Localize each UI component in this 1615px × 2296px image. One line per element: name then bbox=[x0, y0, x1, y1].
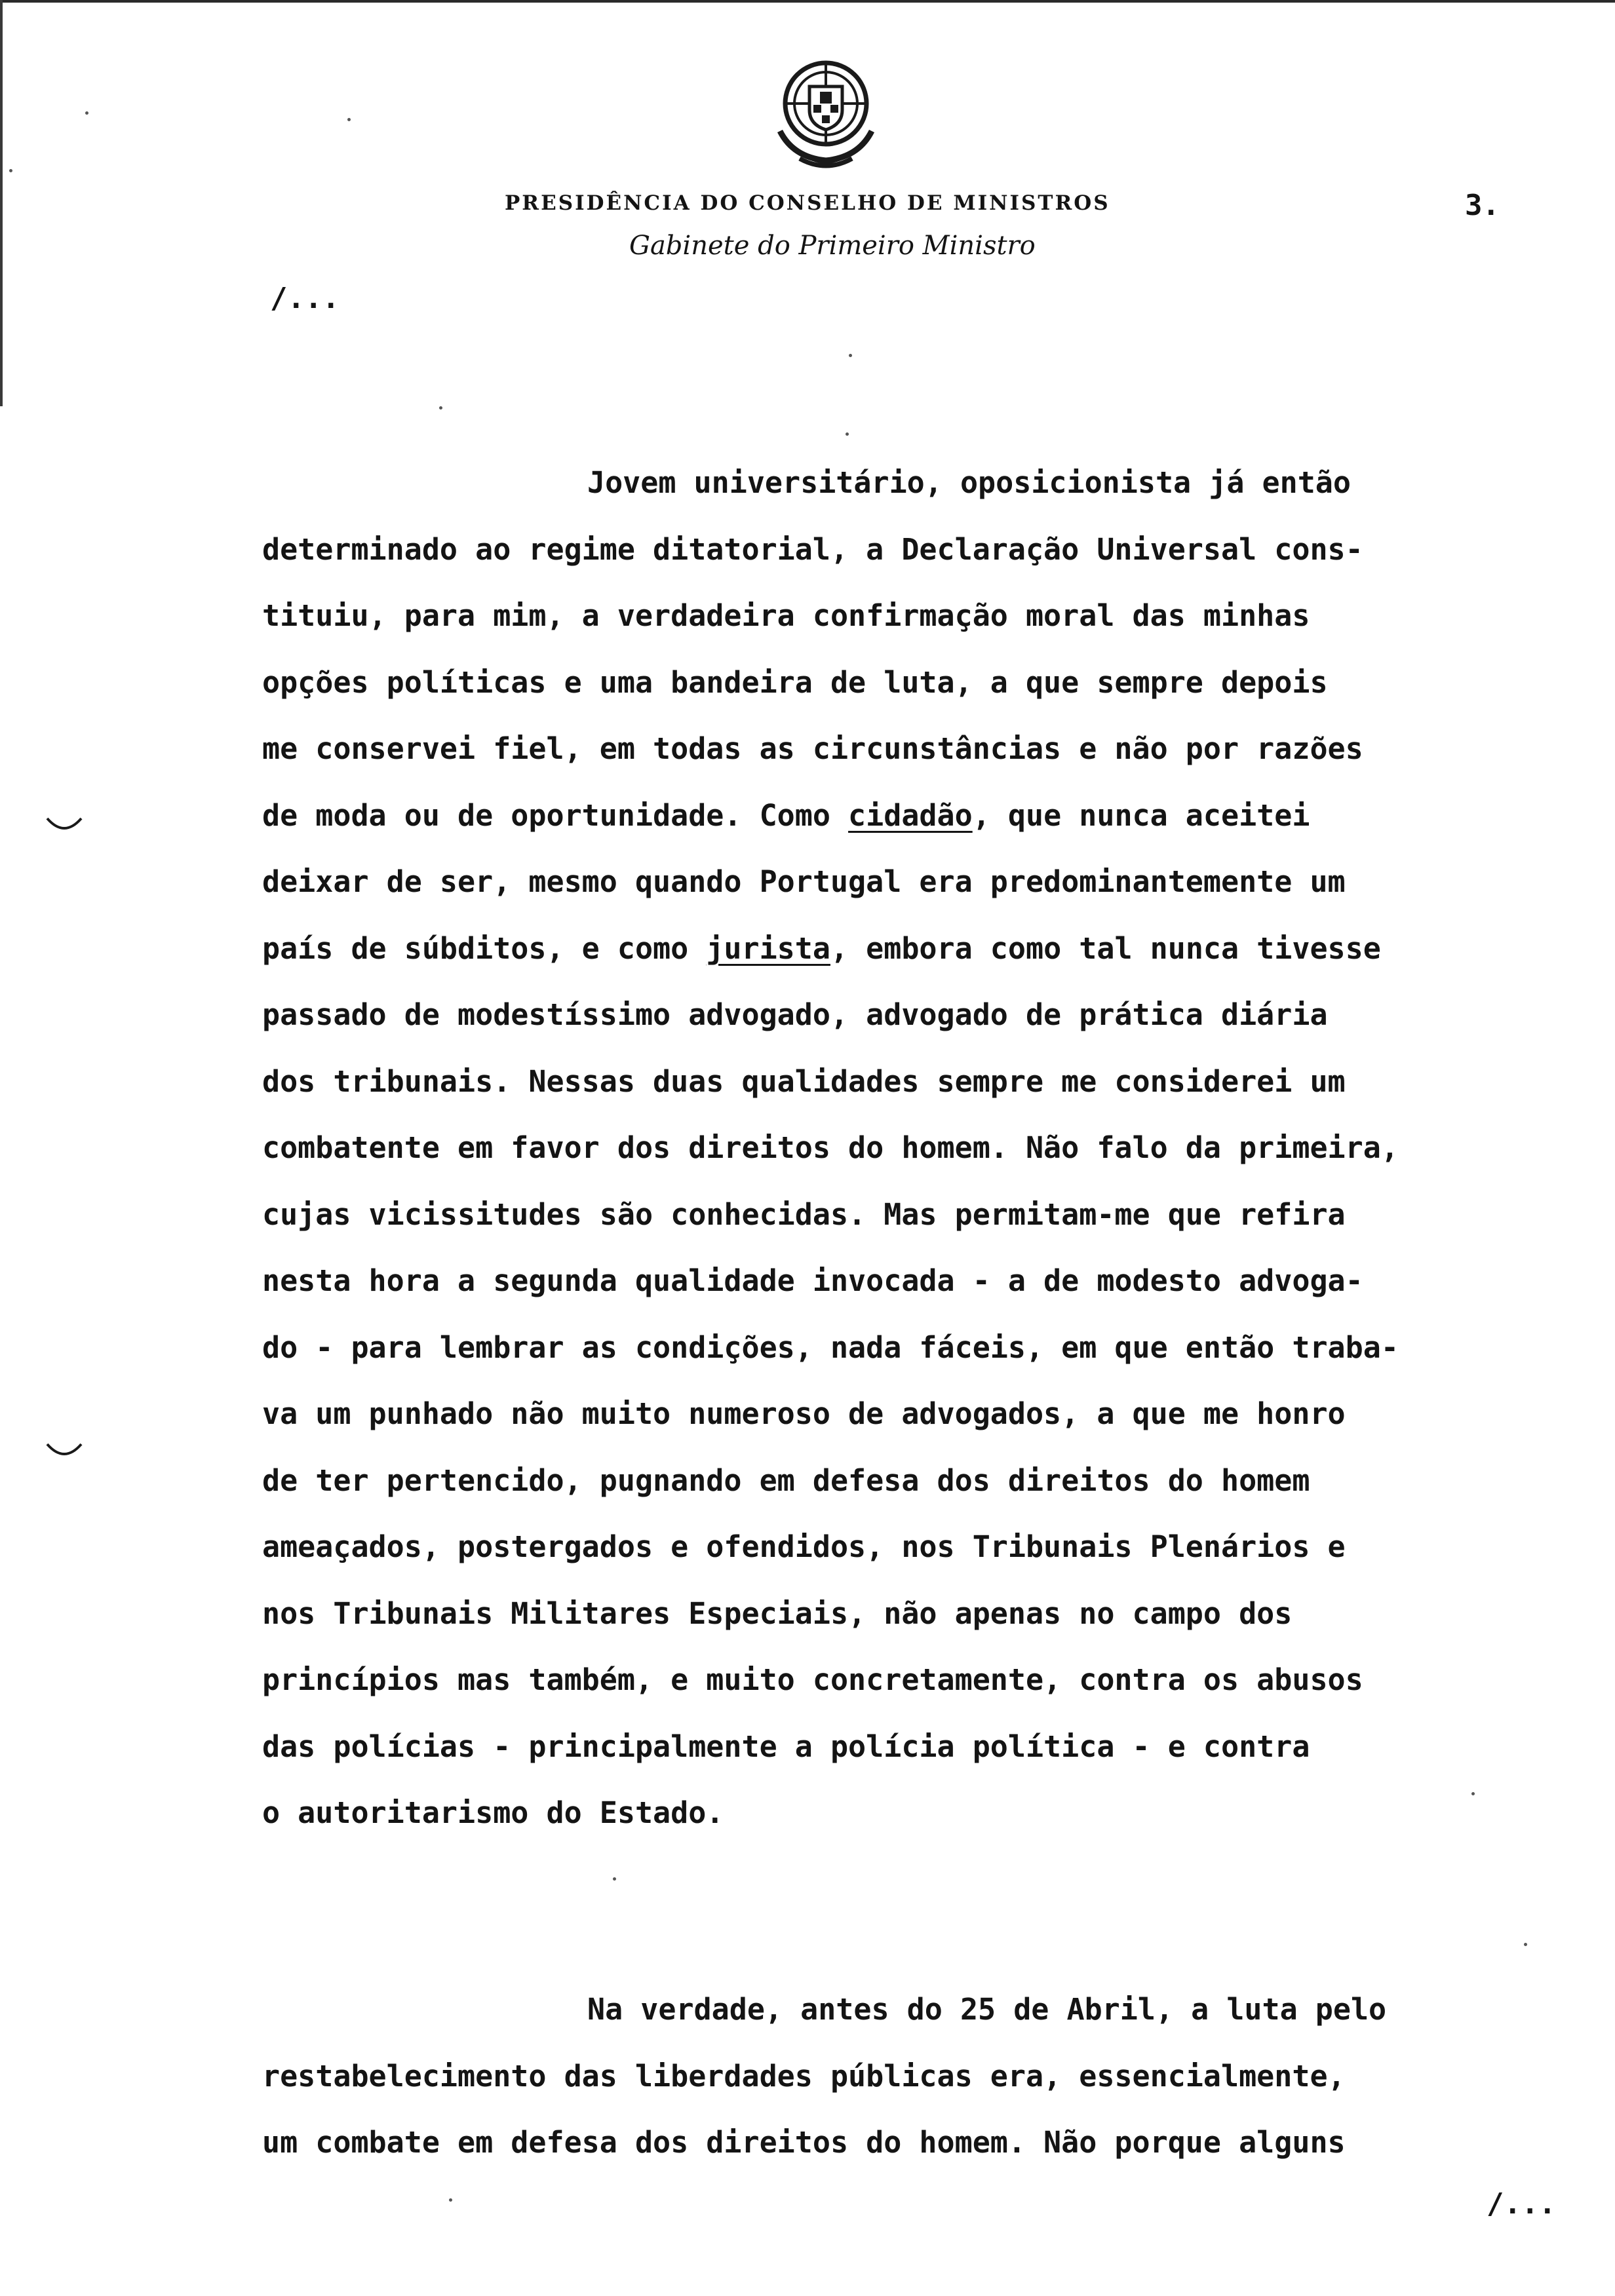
text-line: deixar de ser, mesmo quando Portugal era predominantemente um bbox=[262, 864, 1346, 899]
text-segment: , embora como tal nunca tivesse bbox=[830, 930, 1381, 966]
scan-speck bbox=[846, 432, 849, 436]
binder-hole-mark-icon bbox=[45, 1442, 84, 1461]
scan-speck bbox=[449, 2198, 452, 2202]
text-line: do - para lembrar as condições, nada fáceis, em que então traba- bbox=[262, 1330, 1399, 1365]
text-line: de ter pertencido, pugnando em defesa dos direitos do homem bbox=[262, 1463, 1310, 1498]
text-line: cujas vicissitudes são conhecidas. Mas permitam-me que refira bbox=[262, 1196, 1346, 1232]
text-line: determinado ao regime ditatorial, a Declaração Universal cons- bbox=[262, 531, 1363, 567]
scan-speck bbox=[347, 118, 351, 121]
paragraph-2 bbox=[262, 1976, 1534, 2176]
text-line: Jovem universitário, oposicionista já então bbox=[587, 465, 1351, 500]
text-line: nesta hora a segunda qualidade invocada - a de modesto advoga- bbox=[262, 1263, 1363, 1298]
scan-speck bbox=[613, 1877, 616, 1881]
page-top-border bbox=[0, 0, 1615, 3]
underlined-word: jurista bbox=[706, 930, 830, 966]
text-segment: de moda ou de oportunidade. Como bbox=[262, 797, 849, 833]
text-line: va um punhado não muito numeroso de advogados, a que me honro bbox=[262, 1396, 1346, 1431]
text-line: princípios mas também, e muito concretamente, contra os abusos bbox=[262, 1662, 1363, 1697]
text-line: Na verdade, antes do 25 de Abril, a luta pelo bbox=[587, 1992, 1387, 2027]
text-line: tituiu, para mim, a verdadeira confirmação moral das minhas bbox=[262, 598, 1310, 633]
text-line: combatente em favor dos direitos do homem. Não falo da primeira, bbox=[262, 1130, 1399, 1165]
text-line-underlined-jurista bbox=[262, 915, 1534, 982]
scan-speck bbox=[9, 169, 12, 172]
text-line: nos Tribunais Militares Especiais, não apenas no campo dos bbox=[262, 1596, 1293, 1631]
scan-speck bbox=[1524, 1943, 1527, 1946]
header-subtitle: Gabinete do Primeiro Ministro bbox=[629, 231, 1036, 261]
scan-speck bbox=[849, 354, 852, 357]
binder-hole-mark-icon bbox=[45, 816, 84, 835]
continuation-marker-top: /... bbox=[270, 282, 340, 315]
text-line: me conservei fiel, em todas as circunstâncias e não por razões bbox=[262, 731, 1363, 766]
text-segment: país de súbditos, e como bbox=[262, 930, 707, 966]
text-line: dos tribunais. Nessas duas qualidades sempre me considerei um bbox=[262, 1063, 1346, 1099]
text-line: das polícias - principalmente a polícia política - e contra bbox=[262, 1729, 1310, 1764]
header-title: PRESIDÊNCIA DO CONSELHO DE MINISTROS bbox=[505, 191, 1110, 215]
text-segment: , que nunca aceitei bbox=[972, 797, 1310, 833]
text-line: opções políticas e uma bandeira de luta, a que sempre depois bbox=[262, 664, 1328, 700]
continuation-marker-bottom: /... bbox=[1487, 2187, 1556, 2221]
page-left-border bbox=[0, 0, 3, 406]
portuguese-coat-of-arms-icon bbox=[764, 52, 888, 177]
scan-speck bbox=[85, 111, 88, 115]
text-line: um combate em defesa dos direitos do homem. Não porque alguns bbox=[262, 2125, 1346, 2160]
text-line-underlined-cidadao bbox=[262, 782, 1534, 849]
text-line: passado de modestíssimo advogado, advogado de prática diária bbox=[262, 997, 1328, 1032]
scan-speck bbox=[1471, 1792, 1475, 1795]
paragraph-1 bbox=[262, 450, 1534, 1846]
text-line: o autoritarismo do Estado. bbox=[262, 1795, 724, 1830]
underlined-word: cidadão bbox=[848, 797, 973, 833]
text-line: ameaçados, postergados e ofendidos, nos Tribunais Plenários e bbox=[262, 1529, 1346, 1564]
scan-speck bbox=[439, 406, 442, 410]
text-line: restabelecimento das liberdades públicas era, essencialmente, bbox=[262, 2058, 1346, 2094]
page-number: 3. bbox=[1465, 189, 1500, 222]
